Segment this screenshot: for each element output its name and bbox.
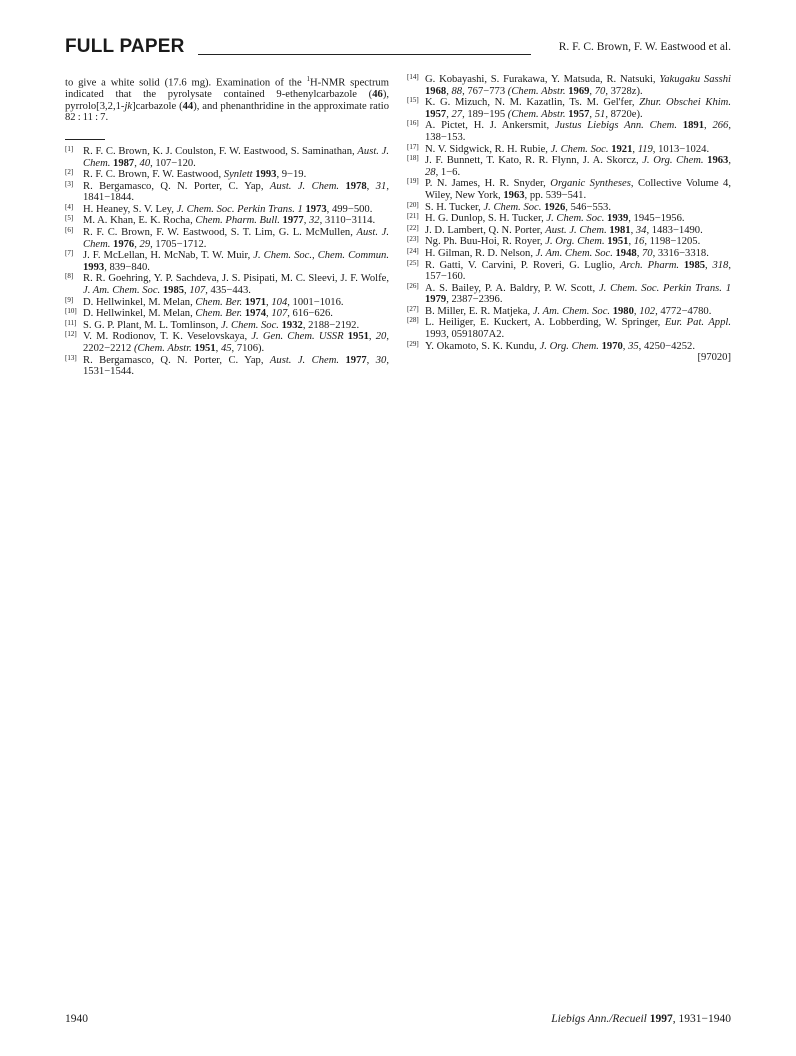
reference-volume: 28 <box>425 166 436 178</box>
running-authors: R. F. C. Brown, F. W. Eastwood et al. <box>558 41 731 53</box>
reference-item: [19] P. N. James, H. R. Snyder, Organic Syntheses, Collective Volume 4, Wiley, New York, 1963, pp. 539−541. <box>407 177 731 201</box>
section-label: FULL PAPER <box>65 36 185 57</box>
reference-journal: Aust. J. Chem. <box>545 224 607 236</box>
reference-year: 1976 <box>113 238 135 250</box>
reference-year: 1963 <box>707 155 729 167</box>
reference-number: [14] <box>407 73 419 81</box>
reference-item: [7] J. F. McLellan, H. McNab, T. W. Muir, J. Chem. Soc., Chem. Commun. 1993, 839−840. <box>65 249 389 273</box>
reference-number: [2] <box>65 168 74 177</box>
reference-journal: Zhur. Obschei Khim. <box>639 97 731 109</box>
reference-number: [15] <box>407 96 419 105</box>
reference-journal: Organic Syntheses <box>550 178 631 190</box>
reference-number: [18] <box>407 154 419 163</box>
reference-journal: Yakugaku Sasshi <box>659 74 731 85</box>
reference-pages: 1705−1712. <box>155 238 207 250</box>
reference-volume: 29 <box>139 238 151 250</box>
reference-item: [3] R. Bergamasco, Q. N. Porter, C. Yap, Aust. J. Chem. 1978, 31, 1841−1844. <box>65 179 389 204</box>
reference-number: [12] <box>65 330 77 339</box>
reference-item: [5] M. A. Khan, E. K. Rocha, Chem. Pharm. Bull. 1977, 32, 3110−3114. <box>65 214 376 227</box>
reference-authors: J. F. McLellan, H. McNab, T. W. Muir, <box>83 250 251 262</box>
reference-volume: 107 <box>271 308 288 320</box>
reference-number: [6] <box>65 226 74 235</box>
reference-authors: G. Kobayashi, S. Furakawa, Y. Matsuda, R. Natsuki, <box>425 74 656 85</box>
reference-number: [19] <box>407 177 419 186</box>
reference-abstract-journal: (Chem. Abstr. <box>507 108 566 120</box>
reference-year: 1974 <box>244 308 267 320</box>
reference-volume: 70 <box>641 247 653 259</box>
reference-pages: 2188−2192. <box>308 319 360 331</box>
reference-number: [26] <box>407 281 419 290</box>
reference-year: 1970 <box>601 340 623 352</box>
reference-volume: 119 <box>637 143 653 155</box>
reference-journal: J. Am. Chem. Soc. <box>535 247 613 259</box>
reference-item: [17] N. V. Sidgwick, R. H. Rubie, J. Chem. Soc. 1921, 119, 1013−1024. <box>407 142 710 155</box>
reference-item: [20] S. H. Tucker, J. Chem. Soc. 1926, 546−553. <box>407 200 611 213</box>
reference-authors: Ng. Ph. Buu-Hoi, R. Royer, <box>425 236 543 248</box>
reference-publisher: Collective Volume 4, Wiley, New York, <box>425 178 731 201</box>
reference-authors: A. Pictet, H. J. Ankersmit, <box>425 120 550 132</box>
reference-number: [9] <box>65 295 74 304</box>
footer-journal: Liebigs Ann./Recueil <box>551 1013 647 1025</box>
reference-item: [14] G. Kobayashi, S. Furakawa, Y. Matsuda, R. Natsuki, Yakugaku Sasshi 1968, 88, 767−773 (Chem. Abstr. 1969, 70, 3728z). <box>407 73 731 97</box>
reference-pages: 2202−2212 <box>83 343 132 354</box>
footer-year: 1997 <box>649 1013 673 1025</box>
reference-year: 1985 <box>683 259 706 271</box>
reference-authors: J. F. Bunnett, T. Kato, R. R. Flynn, J. A. Skorcz, <box>425 155 639 167</box>
reference-pages: 4772−4780. <box>660 305 712 317</box>
left-column <box>65 74 389 378</box>
reference-volume: 20 <box>375 331 387 343</box>
reference-journal: Chem. Pharm. Bull. <box>195 215 280 227</box>
reference-item: [2] R. F. C. Brown, F. W. Eastwood, Synlett 1993, 9−19. <box>65 168 307 181</box>
reference-year: 1981 <box>609 224 631 236</box>
reference-abstract-journal: (Chem. Abstr. <box>507 85 566 97</box>
reference-authors: S. G. P. Plant, M. L. Tomlinson, <box>83 319 219 331</box>
reference-number: [22] <box>407 223 419 232</box>
reference-authors: B. Miller, E. R. Matjeka, <box>425 305 531 317</box>
reference-year: 1993 <box>255 169 277 181</box>
reference-item: [22] J. D. Lambert, Q. N. Porter, Aust. J. Chem. 1981, 34, 1483−1490. <box>407 223 703 236</box>
reference-abstract-volume: 70 <box>594 85 606 97</box>
reference-pages: 839−840. <box>109 261 150 273</box>
reference-journal: J. Gen. Chem. USSR <box>251 331 344 343</box>
reference-item: [4] H. Heaney, S. V. Ley, J. Chem. Soc. Perkin Trans. 1 1973, 499−500. <box>65 202 373 215</box>
reference-authors: J. D. Lambert, Q. N. Porter, <box>425 224 543 236</box>
reference-number: [8] <box>65 272 74 281</box>
reference-authors: H. Heaney, S. V. Ley, <box>83 203 174 215</box>
reference-item: [25] R. Gatti, V. Carvini, P. Roveri, G. Luglio, Arch. Pharm. 1985, 318, 157−160. <box>407 258 731 283</box>
reference-item: [11] S. G. P. Plant, M. L. Tomlinson, J. Chem. Soc. 1932, 2188−2192. <box>65 318 360 331</box>
reference-pages: 1531−1544. <box>83 366 134 378</box>
reference-number: [27] <box>407 304 419 313</box>
reference-item: [9] D. Hellwinkel, M. Melan, Chem. Ber. 1971, 104, 1001−1016. <box>65 295 344 308</box>
reference-pages: 4250−4252. <box>643 340 695 352</box>
reference-number: [24] <box>407 246 419 255</box>
reference-journal: Aust. J. Chem. <box>83 227 390 250</box>
reference-number: [13] <box>65 353 77 362</box>
reference-year: 1926 <box>544 201 566 213</box>
reference-authors: R. Bergamasco, Q. N. Porter, C. Yap, <box>83 180 264 192</box>
reference-number: [3] <box>65 179 74 188</box>
intro-paragraph: to give a white solid (17.6 mg). Examination of the $^1$H-NMR spectrum indicated that the pyrolysate contained 9-ethenylcarbazole (46), pyrrolo[3,2,1-jk]carbazole (44), and phenanthridine in the approximate ratio 82 : 11 : 7. <box>65 75 390 124</box>
reference-authors: H. G. Dunlop, S. H. Tucker, <box>425 213 544 225</box>
reference-abstract-number: 3728z). <box>610 85 643 97</box>
reference-number: [25] <box>407 258 419 267</box>
reference-journal: Eur. Pat. Appl. <box>664 317 731 329</box>
reference-year: 1957 <box>425 108 447 120</box>
reference-pages: 0591807A2. <box>451 329 505 341</box>
reference-journal: J. Org. Chem. <box>545 236 605 248</box>
reference-volume: 40 <box>139 157 151 169</box>
reference-year: 1932 <box>281 319 303 331</box>
reference-year: 1948 <box>615 247 637 259</box>
reference-list-right <box>407 74 731 352</box>
reference-pages: 189−195 <box>467 108 506 120</box>
reference-item: [28] L. Heiliger, E. Kuckert, A. Lobberding, W. Springer, Eur. Pat. Appl. 1993, 0591807A2. <box>407 316 731 341</box>
reference-item: [23] Ng. Ph. Buu-Hoi, R. Royer, J. Org. Chem. 1951, 16, 1198−1205. <box>407 235 701 248</box>
reference-abstract-journal: (Chem. Abstr. <box>134 343 192 354</box>
reference-journal: J. Org. Chem. <box>642 155 704 167</box>
reference-item: [21] H. G. Dunlop, S. H. Tucker, J. Chem. Soc. 1939, 1945−1956. <box>407 212 685 225</box>
reference-volume: 35 <box>628 340 639 352</box>
reference-number: [5] <box>65 214 74 223</box>
reference-volume: 16 <box>633 236 645 248</box>
reference-authors: K. G. Mizuch, N. M. Kazatlin, Ts. M. Gel'fer, <box>425 97 635 109</box>
reference-year: 1980 <box>612 305 634 317</box>
reference-year: 1891 <box>682 120 704 132</box>
reference-journal: Aust. J. Chem. <box>269 354 340 366</box>
footnote-rule <box>65 139 105 140</box>
reference-item: [12] V. M. Rodionov, T. K. Veselovskaya, J. Gen. Chem. USSR 1951, 20, 2202−2212 (Chem. Abstr. 1951, 45, 7106). <box>65 330 389 354</box>
reference-volume: 30 <box>375 354 387 366</box>
reference-journal: Chem. Ber. <box>195 308 243 320</box>
reference-year: 1987 <box>113 157 135 169</box>
reference-authors: R. F. C. Brown, F. W. Eastwood, <box>83 169 222 181</box>
reference-authors: P. N. James, H. R. Snyder, <box>425 178 546 190</box>
page-header <box>65 36 731 60</box>
reference-pages: 157−160. <box>425 271 466 283</box>
reference-number: [20] <box>407 200 419 209</box>
reference-number: [16] <box>407 119 419 128</box>
reference-authors: D. Hellwinkel, M. Melan, <box>83 308 193 320</box>
reference-number: [4] <box>65 202 74 211</box>
reference-year: 1977 <box>282 215 304 227</box>
reference-authors: Y. Okamoto, S. K. Kundu, <box>425 340 537 352</box>
reference-pages: 499−500. <box>331 203 373 215</box>
reference-abstract-year: 1957 <box>568 108 590 120</box>
reference-journal: J. Am. Chem. Soc. <box>83 285 161 297</box>
reference-pages: 9−19. <box>281 169 307 181</box>
reference-item: [10] D. Hellwinkel, M. Melan, Chem. Ber. 1974, 107, 616−626. <box>65 307 333 320</box>
reference-pages: 767−773 <box>467 85 506 97</box>
reference-authors: H. Gilman, R. D. Nelson, <box>425 247 533 259</box>
reference-list-left <box>65 146 389 378</box>
reference-authors: S. H. Tucker, <box>425 201 481 213</box>
reference-volume: 27 <box>451 108 463 120</box>
reference-item: [27] B. Miller, E. R. Matjeka, J. Am. Chem. Soc. 1980, 102, 4772−4780. <box>407 304 712 317</box>
reference-volume: 266 <box>712 120 729 132</box>
right-column <box>407 74 731 364</box>
reference-pages: 546−553. <box>570 201 611 213</box>
reference-year: 1951 <box>347 331 369 343</box>
reference-year: 1985 <box>162 285 185 297</box>
header-rule <box>198 54 531 55</box>
reference-year: 1939 <box>607 213 629 225</box>
reference-pages: 1483−1490. <box>651 224 703 236</box>
reference-authors: R. F. C. Brown, F. W. Eastwood, S. T. Lim, G. L. McMullen, <box>83 227 353 239</box>
reference-item: [1] R. F. C. Brown, K. J. Coulston, F. W. Eastwood, S. Saminathan, Aust. J. Chem. 1987, 40, 107−120. <box>65 144 390 169</box>
reference-volume: 104 <box>271 296 288 308</box>
reference-journal: J. Chem. Soc. <box>221 319 279 331</box>
reference-pages: pp. 539−541. <box>529 189 587 201</box>
reference-authors: R. R. Goehring, Y. P. Sachdeva, J. S. Pisipati, M. C. Sleevi, J. F. Wolfe, <box>83 273 389 285</box>
reference-volume: 107 <box>189 285 206 297</box>
reference-abstract-year: 1951 <box>194 343 216 354</box>
reference-pages: 435−443. <box>210 285 251 297</box>
reference-number: [7] <box>65 249 74 258</box>
reference-pages: 2387−2396. <box>451 294 503 306</box>
reference-authors: R. Gatti, V. Carvini, P. Roveri, G. Luglio, <box>425 259 616 271</box>
reference-year: 1993 <box>425 329 447 341</box>
reference-journal: Aust. J. Chem. <box>83 145 390 169</box>
reference-journal: J. Chem. Soc. <box>483 201 542 213</box>
reference-pages: 107−120. <box>155 157 196 169</box>
reference-journal: J. Chem. Soc. Perkin Trans. 1 <box>176 203 303 215</box>
reference-year: 1979 <box>425 294 447 306</box>
reference-authors: D. Hellwinkel, M. Melan, <box>83 296 193 308</box>
reference-number: [11] <box>65 318 77 327</box>
reference-authors: M. A. Khan, E. K. Rocha, <box>83 215 193 227</box>
reference-authors: N. V. Sidgwick, R. H. Rubie, <box>425 143 548 155</box>
reference-abstract-number: 8720e). <box>610 108 643 120</box>
reference-item: [6] R. F. C. Brown, F. W. Eastwood, S. T. Lim, G. L. McMullen, Aust. J. Chem. 1976, 29, 1705−1712. <box>65 226 390 250</box>
reference-volume: 31 <box>375 180 387 192</box>
reference-number: [17] <box>407 142 419 151</box>
reference-pages: 3110−3114. <box>324 215 376 227</box>
reference-journal: Chem. Ber. <box>195 296 243 308</box>
footer-pages: 1931−1940 <box>678 1013 731 1025</box>
reference-journal: J. Am. Chem. Soc. <box>532 305 611 317</box>
reference-journal: J. Org. Chem. <box>539 340 599 352</box>
reference-year: 1951 <box>607 236 629 248</box>
reference-number: [29] <box>407 339 419 348</box>
reference-pages: 3316−3318. <box>657 247 709 259</box>
reference-pages: 1198−1205. <box>649 236 701 248</box>
reference-item: [13] R. Bergamasco, Q. N. Porter, C. Yap, Aust. J. Chem. 1977, 30, 1531−1544. <box>65 353 389 378</box>
reference-pages: 1001−1016. <box>292 296 344 308</box>
reference-authors: L. Heiliger, E. Kuckert, A. Lobberding, W. Springer, <box>425 317 661 329</box>
reference-item: [18] J. F. Bunnett, T. Kato, R. R. Flynn, J. A. Skorcz, J. Org. Chem. 1963, 28, 1−6. <box>407 154 731 178</box>
reference-pages: 1945−1956. <box>633 213 685 225</box>
reference-pages: 1841−1844. <box>83 192 134 204</box>
reference-journal: J. Chem. Soc. <box>546 213 605 225</box>
reference-year: 1971 <box>244 296 267 308</box>
page-number: 1940 <box>65 1013 88 1025</box>
reference-authors: R. F. C. Brown, K. J. Coulston, F. W. Eastwood, S. Saminathan, <box>83 145 355 157</box>
reference-volume: 34 <box>635 224 647 236</box>
reference-journal: Synlett <box>223 169 253 181</box>
reference-pages: 138−153. <box>425 131 466 143</box>
reference-authors: R. Bergamasco, Q. N. Porter, C. Yap, <box>83 354 264 366</box>
reference-year: 1968 <box>425 85 447 97</box>
reference-year: 1963 <box>503 189 525 201</box>
reference-item: [8] R. R. Goehring, Y. P. Sachdeva, J. S. Pisipati, M. C. Sleevi, J. F. Wolfe, J. Am. Chem. Soc. 1985, 107, 435−443. <box>65 272 389 297</box>
reference-number: [10] <box>65 307 77 316</box>
reference-year: 1977 <box>345 354 367 366</box>
journal-citation: Liebigs Ann./Recueil 1997, 1931−1940 <box>551 1013 731 1025</box>
reference-abstract-volume: 45 <box>220 343 232 354</box>
reference-year: 1973 <box>305 203 327 215</box>
reference-pages: 616−626. <box>292 308 333 320</box>
reference-year: 1978 <box>345 180 367 192</box>
reference-pages: 1−6. <box>440 166 461 178</box>
reference-abstract-year: 1969 <box>568 85 590 97</box>
reference-volume: 102 <box>639 305 656 317</box>
reference-item: [26] A. S. Bailey, P. A. Baldry, P. W. Scott, J. Chem. Soc. Perkin Trans. 1 1979, 2387−2396. <box>407 281 731 306</box>
reference-journal: J. Chem. Soc., Chem. Commun. <box>253 250 389 262</box>
reference-volume: 32 <box>309 215 320 227</box>
reference-journal: Justus Liebigs Ann. Chem. <box>554 120 677 132</box>
reference-authors: V. M. Rodionov, T. K. Veselovskaya, <box>83 331 248 343</box>
reference-item: [15] K. G. Mizuch, N. M. Kazatlin, Ts. M. Gel'fer, Zhur. Obschei Khim. 1957, 27, 189−195 (Chem. Abstr. 1957, 51, 8720e). <box>407 96 731 120</box>
reference-number: [28] <box>407 316 419 325</box>
reference-journal: Aust. J. Chem. <box>269 180 340 192</box>
reference-year: 1993 <box>83 261 105 273</box>
reference-number: [23] <box>407 235 419 244</box>
reference-number: [1] <box>65 144 74 153</box>
reference-year: 1921 <box>611 143 633 155</box>
reference-authors: A. S. Bailey, P. A. Baldry, P. W. Scott, <box>425 282 596 294</box>
reference-journal: J. Chem. Soc. <box>550 143 609 155</box>
reference-journal: Arch. Pharm. <box>619 259 680 271</box>
reference-item: [24] H. Gilman, R. D. Nelson, J. Am. Chem. Soc. 1948, 70, 3316−3318. <box>407 246 709 259</box>
reference-number: [21] <box>407 212 419 221</box>
reference-volume: 318 <box>712 259 729 271</box>
reference-item: [29] Y. Okamoto, S. K. Kundu, J. Org. Chem. 1970, 35, 4250−4252. <box>407 339 695 352</box>
reference-pages: 1013−1024. <box>658 143 710 155</box>
reference-volume: 88 <box>451 85 463 97</box>
reference-abstract-number: 7106). <box>236 343 265 354</box>
manuscript-number: [97020] <box>697 352 731 364</box>
reference-item: [16] A. Pictet, H. J. Ankersmit, Justus Liebigs Ann. Chem. 1891, 266, 138−153. <box>407 119 731 143</box>
reference-journal: J. Chem. Soc. Perkin Trans. 1 <box>598 282 731 294</box>
reference-abstract-volume: 51 <box>594 108 606 120</box>
